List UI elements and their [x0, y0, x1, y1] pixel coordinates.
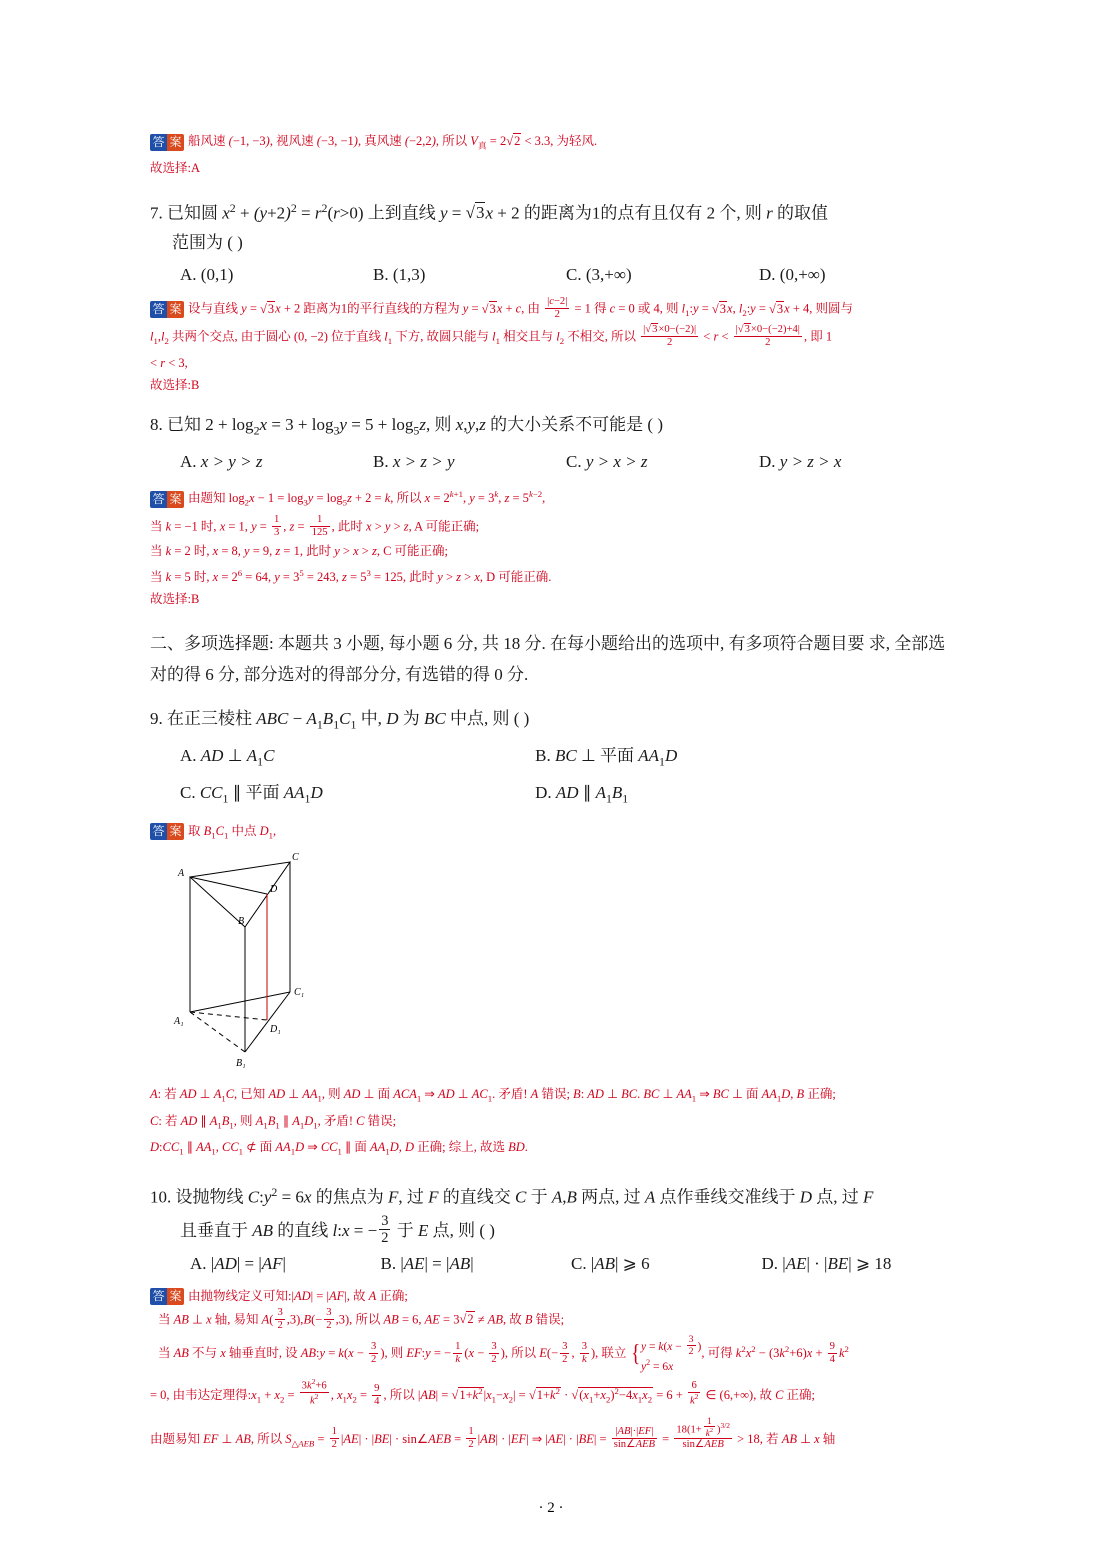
q7-answer-line4: 故选择:B [150, 378, 200, 393]
q10-stem-line2: 且垂直于 AB 的直线 l:x = − $\frac{3}{2}$ 于 E 点, 则 ( ) [180, 1212, 495, 1247]
q10-options [150, 1249, 952, 1279]
svg-text:B₁: B₁ [236, 1058, 246, 1070]
q7-options [150, 260, 952, 290]
q10-option-a[interactable]: A. |AD| = |AF| [190, 1253, 286, 1273]
q9-option-a[interactable]: A. AD ⊥ $A_1C$ [180, 746, 275, 769]
q7-option-d[interactable]: D. (0,+∞) [759, 265, 826, 285]
q9-answer-head: 答 案 取 $B_1C_1$ 中点 $D_1$, [150, 820, 952, 847]
q8-option-d[interactable]: D. y > z > x [759, 452, 842, 472]
q6-answer-line2: 故选择:A [150, 160, 201, 175]
q8-options [150, 447, 952, 477]
q8-answer-line2: 当 k = −1 时, x = 1, y = $\frac{1}{3}$ , z = $\frac{1}{125}$ , 此时 x > y > z, A 可能正确; [150, 514, 480, 539]
q8-option-b[interactable]: B. x > z > y [373, 452, 455, 472]
q7-answer-text [150, 296, 952, 396]
q8-number: 8. [150, 415, 163, 435]
q8-answer-line1: 答 案 由题知 $\log_2x - 1 = \log_3y = \log_5z + 2 = k$, 所以 $x = 2^{k+1}$, $y = 3^k$, $z = 5^{k-2}$, [150, 483, 952, 514]
svg-text:D₁: D₁ [270, 1024, 281, 1036]
q8-option-a[interactable]: A. x > y > z [180, 452, 263, 472]
q8-answer-line3: 当 k = 2 时, x = 8, y = 9, z = 1, 此时 y > x > z, C 可能正确; [150, 543, 449, 558]
question-7 [150, 193, 952, 397]
q9-option-d[interactable]: D. AD ∥ $A_1B_1$ [535, 783, 629, 806]
page-number: · 2 · [538, 1500, 564, 1516]
q10-stem: 10. 设抛物线 $C:y^2 = 6x$ 的焦点为 F, 过 F 的直线交 C 于 A,B 两点, 过 A 点作垂线交准线于 D 点, 过 F 且垂直于 AB 的直线 l:x = − $\frac{3}{2}$ 于 E 点, 则 ( ) [150, 1177, 952, 1247]
svg-text:A: A [178, 868, 185, 880]
q6-answer-text [150, 130, 952, 179]
q8-answer-line4: 当 k = 5 时, $x = 2^6 = 64$, $y = 3^5 = 243$, $z = 5^3 = 125$, 此时 y > z > x, D 可能正确. [150, 567, 552, 584]
q9-answer-text [150, 1083, 952, 1163]
q10-answer-line5: 由题易知 EF ⊥ AB, 所以 $S_{\triangle AEB}$ = $\frac{1}{2}$ |AE| · |BE| · sin∠AEB = $\frac{1}{2}$ |AB| · |EF| ⇒ |AE| · |BE| = $\frac{|AB|\cdot|EF|}{\text{sin∠AEB}}$ = 18(1+ $\frac{1}{k^2}$ )$^{3/2}$ sin∠AEB > 18, 若 AB ⊥ x 轴 [150, 1415, 836, 1451]
q6-answer-line1: 答 案 船风速 (−1, −3), 视风速 (−3, −1), 真风速 (−2,2), 所以 $V_真 = 2$ √ 2 < 3.3, 为轻风. [150, 130, 952, 157]
prism-figure [170, 852, 952, 1077]
question-10 [150, 1177, 952, 1460]
q7-answer-line2: $l_1,l_2$ 共两个交点, 由于圆心 (0, −2) 位于直线 $l_1$ 下方, 故圆只能与 $l_1$ 相交且与 $l_2$ 不相交, 所以 $\frac{| √ 3\times 0-(-2)|}{2}$ < r < $\frac{| √ 3\times 0-(-2)+4|}{2}$ , 即 1 [150, 324, 952, 352]
q10-answer-line1: 答 案 由抛物线定义可知:|AD| = |AF|, 故 A 正确; [150, 1285, 952, 1307]
answer-badge-icon: 答 案 [150, 301, 184, 318]
section-2-line2: 求, 全部选对的得 6 分, 部分选对的得部分分, 有选错的得 0 分. [150, 633, 946, 684]
q10-option-b[interactable]: B. |AE| = |AB| [380, 1253, 474, 1273]
answer-badge-icon: 答 案 [150, 1288, 184, 1305]
q10-number: 10. [150, 1187, 172, 1207]
section-2-line1: 二、多项选择题: 本题共 3 小题, 每小题 6 分, 共 18 分. 在每小题给出的选项中, 有多项符合题目要 [150, 633, 865, 653]
q10-option-c[interactable]: C. |AB| ⩾ 6 [571, 1253, 650, 1273]
q9-stem: 9. 在正三棱柱 ABC − $A_1B_1C_1$ 中, D 为 BC 中点, 则 ( ) [150, 708, 530, 732]
q7-number: 7. [150, 203, 163, 223]
q9-number: 9. [150, 708, 163, 728]
q9-options-row2 [150, 778, 952, 813]
q6-answer-block [150, 130, 952, 179]
svg-text:B: B [238, 916, 245, 928]
svg-text:C: C [292, 852, 299, 864]
q8-answer-text [150, 483, 952, 609]
q9-answer-line1: A: 若 AD ⊥ $A_1C$, 已知 AD ⊥ $AA_1$, 则 AD ⊥ 面 $ACA_1$ ⇒ AD ⊥ $AC_1$. 矛盾! A 错误; B: AD ⊥ BC. BC ⊥ $AA_1$ ⇒ BC ⊥ 面 $AA_1D$, B 正确; [150, 1087, 836, 1104]
question-9 [150, 704, 952, 1163]
q9-answer-line3: $D:CC_1$ ∥ $AA_1$, $CC_1$ ⊄ 面 $AA_1D$ ⇒ $CC_1$ ∥ 面 $AA_1D$, D 正确; 综上, 故选 BD. [150, 1140, 528, 1157]
q7-stem-line2: 范围为 ( ) [172, 233, 243, 253]
q9-options-row1 [150, 741, 952, 776]
svg-text:D: D [270, 884, 278, 896]
q9-answer-line2: C: 若 AD ∥ $A_1B_1$, 则 $A_1B_1$ ∥ $A_1D_1$, 矛盾! C 错误; [150, 1113, 397, 1131]
q10-answer-line3: 当 AB 不与 x 轴垂直时, 设 AB:y = k(x − $\frac{3}{2}$ ), 则 EF:y = − $\frac{1}{k}$ (x − $\frac{3}{2}$ ), 所以 E(− $\frac{3}{2}$ , $\frac{3}{k}$ ), 联立 {y = k(x − $\frac{3}{2}$ ) $y^2 = 6x$, 可得 $k^2x^2 - (3k^2+6)x$ + $\frac{9}{4}$ $k^2$ [158, 1334, 849, 1373]
svg-text:C₁: C₁ [294, 987, 305, 999]
q8-answer-line5: 故选择:B [150, 591, 200, 606]
section-2-intro [150, 628, 952, 690]
q10-answer-line2: 当 AB ⊥ x 轴, 易知 A( $\frac{3}{2}$ ,3),B(− $\frac{3}{2}$ ,3), 所以 AB = 6, AE = 3 √ 2 ≠ AB, 故 B 错误; [150, 1307, 952, 1332]
q7-option-a[interactable]: A. (0,1) [180, 265, 234, 285]
q7-stem: 7. 已知圆 $x^2 + (y+2)^2 = r^2(r>0)$ 上到直线 y = √ 3x + 2 的距离为1的点有且仅有 2 个, 则 r 的取值 范围为 ( ) [150, 193, 952, 259]
answer-badge-icon: 答 案 [150, 491, 184, 508]
answer-badge-icon: 答 案 [150, 823, 184, 840]
q9-option-b[interactable]: B. BC ⊥ 平面 $AA_1D$ [535, 746, 678, 769]
prism-figure-svg [170, 852, 350, 1072]
q9-option-c[interactable]: C. $CC_1$ ∥ 平面 $AA_1D$ [180, 783, 323, 806]
q10-answer-line4: = 0, 由韦达定理得$:x_1 + x_2$ = $\frac{3k^2+6}{k^2}$ , $x_1x_2$ = $\frac{9}{4}$ , 所以 |AB| = √ $1+k^2|x_1-x_2|$ = √ $1+k^2$ · √ $(x_1+x_2)^2-4x_1x_2 = 6$ + $\frac{6}{k^2}$ ∈ (6,+∞), 故 C 正确; [150, 1375, 952, 1416]
svg-text:A₁: A₁ [174, 1016, 184, 1028]
q7-option-c[interactable]: C. (3,+∞) [566, 265, 632, 285]
q7-answer-line3: < r < 3, [150, 356, 188, 371]
answer-badge-icon: 答 案 [150, 134, 184, 151]
q7-option-b[interactable]: B. (1,3) [373, 265, 426, 285]
question-8 [150, 410, 952, 610]
q10-option-d[interactable]: D. |AE| · |BE| ⩾ 18 [761, 1253, 892, 1273]
q7-answer-line1: 答 案 设与直线 y = √ 3x + 2 距离为1的平行直线的方程为 y = √ 3x + c, 由 $\frac{|c-2|}{2}$ = 1 得 c = 0 或 4, 则 $l_1:y$ = √ 3x, $l_2:y$ = √ 3x + 4, 则圆与 [150, 296, 952, 324]
q8-option-c[interactable]: C. y > x > z [566, 452, 648, 472]
q8-stem: 8. 已知 $2 + \log_2x = 3 + \log_3y = 5 + \log_5z$, 则 x,y,z 的大小关系不可能是 ( ) [150, 415, 663, 438]
q10-answer-text [150, 1285, 952, 1460]
